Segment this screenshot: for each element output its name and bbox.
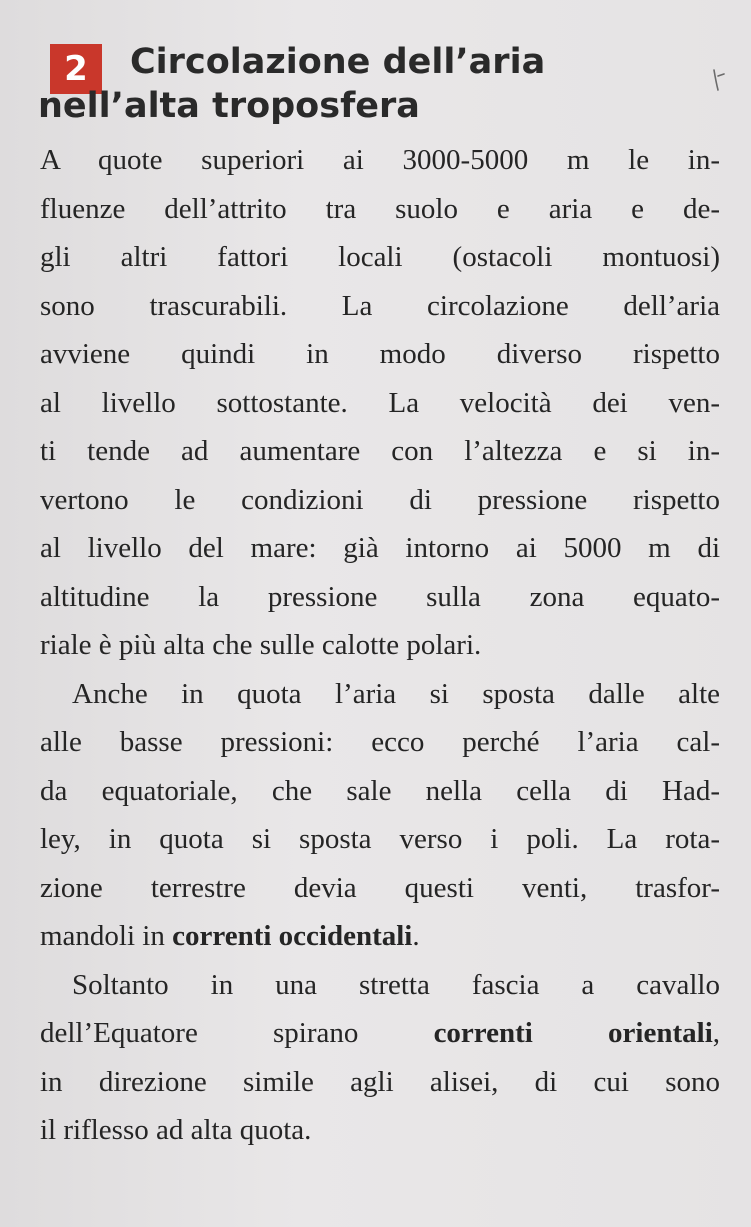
section-title-line-2: nell’alta troposfera [38,86,420,126]
paragraph-2 [40,670,720,961]
text-line: Anche in quota l’aria si sposta dalle alte [72,677,720,710]
text-run: dell’Equatore spirano [40,1017,434,1049]
key-term-eastern-currents: correnti orientali [433,1017,713,1049]
paragraph-1 [40,136,720,670]
text-line: in direzione simile agli alisei, di cui sono [40,1065,720,1098]
text-line: ti tende ad aumentare con l’altezza e si in- [40,435,720,467]
text-line: avviene quindi in modo diverso rispetto [40,338,720,370]
text-line: Soltanto in una stretta fascia a cavallo [72,968,720,1001]
text-line: vertono le condizioni di pressione rispetto [40,483,720,516]
text-run: . [412,920,420,952]
text-line: al livello del mare: già intorno ai 5000 m di [40,532,720,564]
text-run: mandoli in [40,920,173,952]
text-line [40,1009,720,1058]
section-title-line-1: Circolazione dell’aria [130,42,546,82]
text-line: fluenze dell’attrito tra suolo e aria e de- [40,192,720,225]
section-number-badge: 2 [50,44,102,94]
text-line: riale è più alta che sulle calotte polari. [40,629,482,661]
text-line: gli altri fattori locali (ostacoli montuosi) [40,241,720,273]
text-line: da equatoriale, che sale nella cella di Had- [40,774,720,807]
text-line: alle basse pressioni: ecco perché l’aria cal- [40,726,720,758]
text-line: il riflesso ad alta quota. [40,1114,312,1146]
text-line: sono trascurabili. La circolazione dell’aria [40,289,720,322]
text-run: , [712,1017,721,1049]
key-term-western-currents: correnti occidentali [172,920,413,952]
text-line: A quote superiori ai 3000-5000 m le in- [40,144,720,176]
text-line: ley, in quota si sposta verso i poli. La rota- [40,823,720,855]
text-line [40,912,720,961]
text-line: al livello sottostante. La velocità dei ven- [40,386,720,419]
paragraph-3 [40,961,720,1155]
text-line: zione terrestre devia questi venti, trasfor- [40,871,720,904]
text-line: altitudine la pressione sulla zona equato- [40,580,720,613]
section-body [40,136,720,1155]
pencil-mark-icon [710,68,732,94]
